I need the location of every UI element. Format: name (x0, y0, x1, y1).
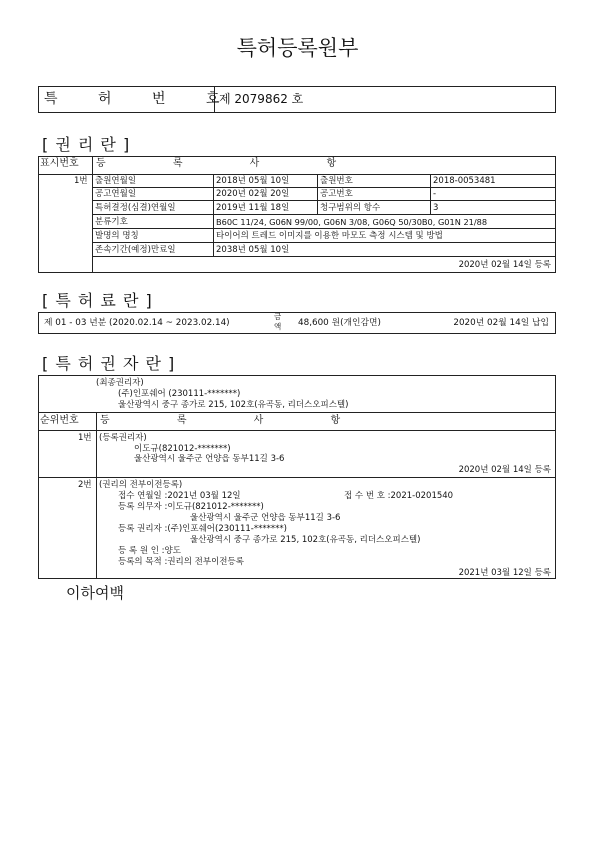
application-date: 2018년 05월 10일 (216, 176, 290, 186)
holders-heading: [ 특 허 권 자 란 ] (42, 354, 176, 373)
expiry-date: 2038년 05월 10일 (216, 245, 290, 255)
holders-col-number: 순위번호 (40, 415, 79, 426)
document-title: 특허등록원부 (236, 36, 359, 60)
purpose-line: 등록의 목적 :권리의 전부이전등록 (118, 557, 244, 567)
holder-row1-address: 울산광역시 울주군 언양읍 동부11길 3-6 (134, 454, 285, 464)
rights-row-number: 1번 (74, 176, 88, 186)
end-of-document: 이하여백 (66, 584, 124, 602)
fees-heading: [ 특 허 료 란 ] (42, 291, 153, 310)
rights-col-items: 등 록 사 항 (96, 158, 369, 169)
obligor-line: 등록 의무자 :이도규(821012-*******) (118, 502, 264, 512)
holder-row1-date: 2020년 02월 14일 등록 (458, 465, 551, 475)
fee-period: 제 01 - 03 년분 (2020.02.14 ~ 2023.02.14) (44, 318, 230, 328)
holders-col-items: 등 록 사 항 (100, 415, 373, 426)
holder-row2-label: (권리의 전부이전등록) (99, 480, 183, 490)
rights-col-number: 표시번호 (40, 158, 79, 169)
holder-line: 등록 권리자 :(주)인포쉐어(230111-*******) (118, 524, 287, 534)
patent-number-label: 특 허 번 호 (44, 91, 238, 107)
receipt-date-line: 접수 연월일 :2021년 03월 12일 (118, 491, 241, 501)
rights-registration-date: 2020년 02월 14일 등록 (458, 260, 551, 270)
decision-date-label: 특허결정(심결)연월일 (95, 203, 176, 213)
holder-row1-number: 1번 (78, 433, 92, 443)
claims-count-label: 청구범위의 항수 (320, 203, 381, 213)
publication-number: - (433, 189, 437, 199)
decision-date: 2019년 11월 18일 (216, 203, 290, 213)
expiry-label: 존속기간(예정)만료일 (95, 245, 176, 255)
rights-heading: [ 권 리 란 ] (42, 135, 131, 154)
receipt-number-line: 접 수 번 호 :2021-0201540 (344, 491, 454, 501)
claims-count: 3 (433, 203, 439, 213)
fee-amount: 48,600 원(개인감면) (298, 318, 381, 328)
cause-line: 등 록 원 인 :양도 (118, 546, 181, 556)
obligor-address: 울산광역시 울주군 언양읍 동부11길 3-6 (190, 513, 341, 523)
holder-row2-date: 2021년 03월 12일 등록 (458, 568, 551, 578)
fee-paid-date: 2020년 02월 14일 납입 (453, 318, 549, 328)
publication-number-label: 공고번호 (320, 189, 353, 199)
final-holder-label: (최종권리자) (96, 378, 144, 388)
publication-date-label: 공고연월일 (95, 189, 137, 199)
final-holder-name: (주)인포쉐어 (230111-*******) (118, 389, 241, 399)
application-number-label: 출원번호 (320, 176, 353, 186)
patent-number-value: 제 2079862 호 (219, 92, 304, 106)
fee-amount-label-2: 액 (274, 322, 282, 331)
publication-date: 2020년 02월 20일 (216, 189, 290, 199)
holder-row1-label: (등록권리자) (99, 433, 147, 443)
fee-amount-label-1: 금 (274, 312, 282, 321)
application-number: 2018-0053481 (433, 176, 496, 186)
final-holder-address: 울산광역시 중구 종가로 215, 102호(유곡동, 리더스오피스텔) (118, 400, 349, 410)
classification-value: B60C 11/24, G06N 99/00, G06N 3/08, G06Q 50/30B0, G01N 21/88 (216, 217, 488, 227)
invention-title-label: 발명의 명칭 (95, 231, 139, 241)
classification-label: 분류기호 (95, 217, 128, 227)
holder-row2-number: 2번 (78, 480, 92, 490)
application-date-label: 출원연월일 (95, 176, 137, 186)
holder-row1-name: 이도규(821012-*******) (134, 444, 231, 454)
invention-title: 타이어의 트레드 이미지를 이용한 마모도 측정 시스템 및 방법 (216, 231, 443, 241)
holder-address: 울산광역시 중구 종가로 215, 102호(유곡동, 리더스오피스텔) (190, 535, 421, 545)
